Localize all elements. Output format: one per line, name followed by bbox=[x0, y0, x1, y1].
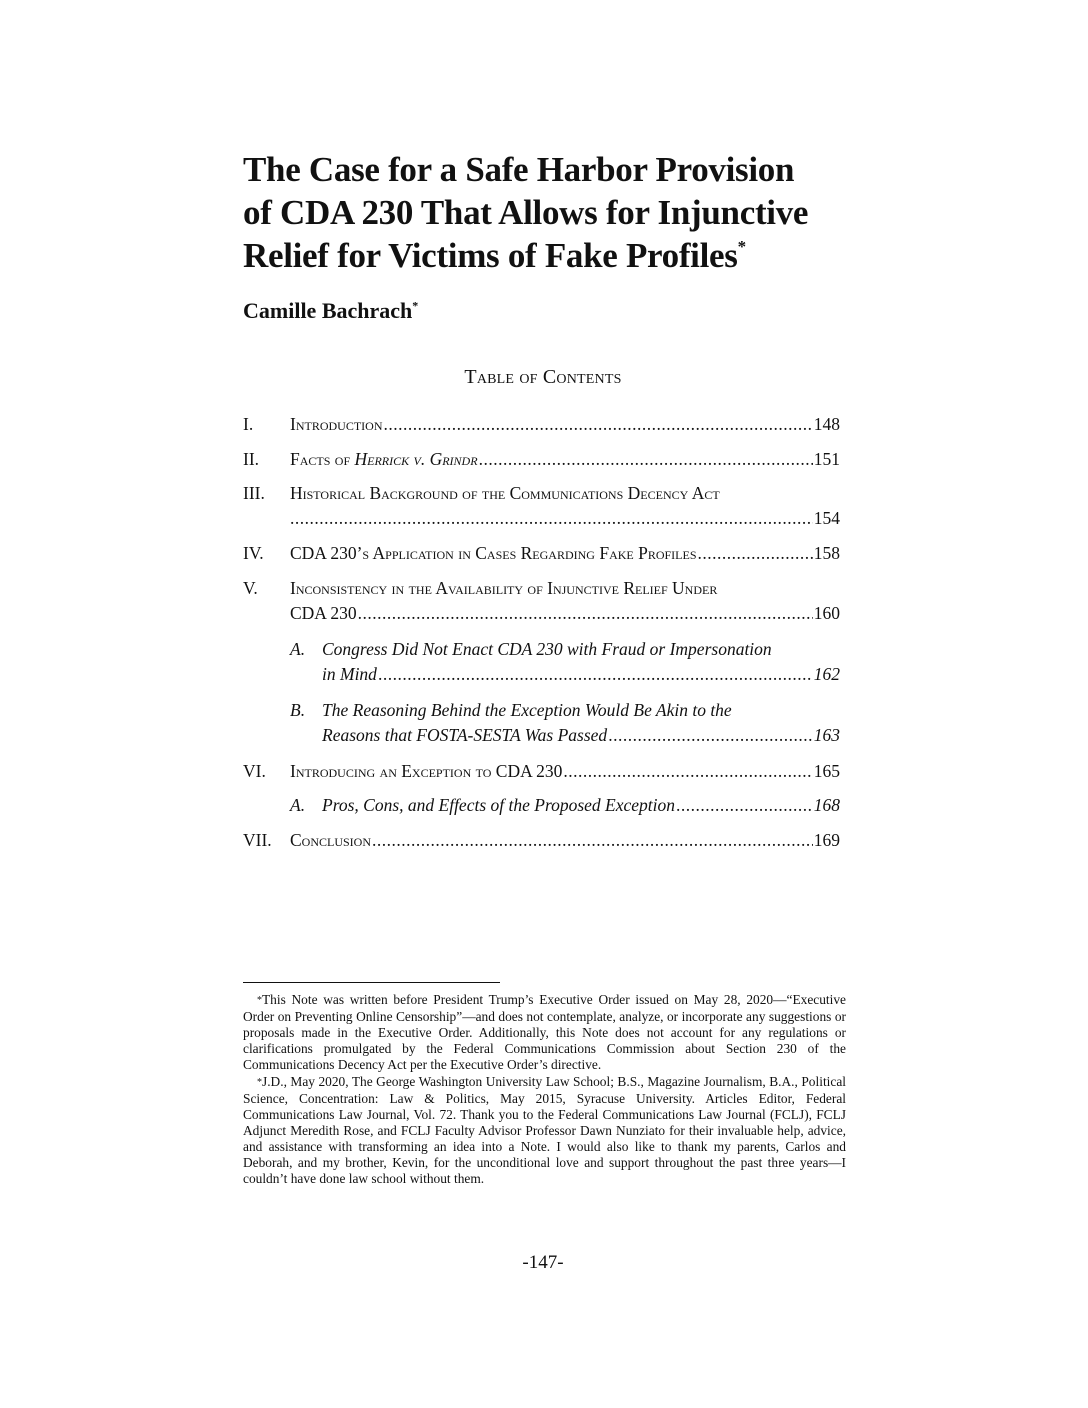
toc-subentry-title-cont: Reasons that FOSTA-SESTA Was Passed bbox=[322, 725, 608, 745]
toc-heading: Table of Contents bbox=[464, 366, 622, 388]
toc-entry-line bbox=[290, 793, 840, 818]
toc-entry-line bbox=[290, 723, 840, 748]
toc-entry-page: 158 bbox=[813, 543, 840, 563]
toc-entry-page: 162 bbox=[813, 664, 840, 684]
toc-leader-dots bbox=[358, 601, 813, 626]
toc-entry-number: I. bbox=[243, 414, 254, 434]
toc-entry-page: 151 bbox=[813, 449, 840, 469]
toc-subentry-letter: A. bbox=[290, 639, 306, 659]
toc-entry-line bbox=[290, 662, 840, 687]
toc-subentry-title: Pros, Cons, and Effects of the Proposed Exception bbox=[322, 795, 676, 815]
footnote bbox=[243, 1074, 846, 1187]
toc-entry-line bbox=[290, 698, 840, 723]
toc-entry-title: Historical Background of the Communications Decency Act bbox=[290, 483, 720, 503]
toc-subentry-title-cont: in Mind bbox=[322, 664, 377, 684]
toc-entry-number: VII. bbox=[243, 830, 272, 850]
author-name bbox=[243, 298, 418, 324]
toc-entry-number: IV. bbox=[243, 543, 264, 563]
toc-leader-dots bbox=[608, 723, 813, 748]
article-title bbox=[243, 148, 863, 277]
toc-entry-line bbox=[290, 481, 840, 506]
toc-entry-title-cont: CDA 230 bbox=[290, 603, 357, 623]
toc-entry-page: 148 bbox=[813, 414, 840, 434]
toc-entry-page: 168 bbox=[813, 795, 840, 815]
title-line-2: of CDA 230 That Allows for Injunctive bbox=[243, 193, 809, 232]
author-name-text: Camille Bachrach bbox=[243, 298, 413, 323]
toc-entry-line bbox=[290, 541, 840, 566]
toc-entry-page: 154 bbox=[813, 508, 840, 528]
footnote-text: J.D., May 2020, The George Washington University Law School; B.S., Magazine Journalism, B.A., Political Science, Concentration: Law & Politics, May 2015, Syracuse University. Articles Editor, Federal Communications Law Journal, Vol. 72. Thank you to the Federal Communications Law Journal (FCLJ), FCLJ Adjunct Meredith Rose, and FCLJ Faculty Advisor Professor Dawn Nunziato for their invaluable help, advice, and assistance with transforming an idea into a Note. I would also like to thank my parents, Carlos and Deborah, and my brother, Kevin, for the unconditional love and support throughout the past three years—I couldn’t have done law school without them. bbox=[243, 1074, 846, 1186]
toc-entry-line bbox=[290, 637, 840, 662]
toc-leader-dots bbox=[676, 793, 813, 818]
page-number: -147- bbox=[522, 1252, 564, 1273]
toc-entry-page: 165 bbox=[813, 761, 840, 781]
footnote bbox=[243, 992, 846, 1073]
toc-subentry-letter: B. bbox=[290, 700, 306, 720]
title-footnote-mark: * bbox=[737, 237, 746, 257]
author-footnote-mark: * bbox=[412, 298, 419, 313]
toc-leader-dots bbox=[563, 759, 812, 784]
toc-entry-line bbox=[290, 576, 840, 601]
toc-entry-page: 163 bbox=[813, 725, 840, 745]
toc-entry-title: Inconsistency in the Availability of Injunctive Relief Under bbox=[290, 578, 718, 598]
toc-subentry-title: The Reasoning Behind the Exception Would Be Akin to the bbox=[322, 700, 732, 720]
toc-leader-dots bbox=[378, 662, 813, 687]
toc-entry-title: Introduction bbox=[290, 414, 383, 434]
toc-entry-line bbox=[290, 828, 840, 853]
footnote-symbol: * bbox=[257, 995, 262, 1006]
footnote-text: This Note was written before President Trump’s Executive Order issued on May 28, 2020—“Executive Order on Preventing Online Censorship”—and does not contemplate, analyze, or incorporate any suggestions or proposals made in the Executive Order. Additionally, this Note does not account for any regulations or clarifications promulgated by the Federal Communications Commission about Section 230 of the Communications Decency Act per the Executive Order’s directive. bbox=[243, 992, 846, 1072]
toc-entry-line bbox=[290, 759, 840, 784]
toc-subentry-title: Congress Did Not Enact CDA 230 with Fraud or Impersonation bbox=[322, 639, 772, 659]
toc-entry-title: CDA 230’s Application in Cases Regarding Fake Profiles bbox=[290, 543, 697, 563]
toc-leader-dots bbox=[384, 412, 813, 437]
toc-entry-title: Facts of bbox=[290, 449, 355, 469]
toc-entry-line bbox=[290, 412, 840, 437]
toc-entry-page: 160 bbox=[813, 603, 840, 623]
toc-entry-number: V. bbox=[243, 578, 258, 598]
title-line-3 bbox=[243, 234, 863, 277]
toc-entry-number: VI. bbox=[243, 761, 266, 781]
footnote-divider bbox=[243, 982, 500, 983]
toc-leader-dots bbox=[698, 541, 813, 566]
toc-entry-page: 169 bbox=[813, 830, 840, 850]
toc-entry-title: Conclusion bbox=[290, 830, 372, 850]
toc-entry-number: III. bbox=[243, 483, 265, 503]
title-line-1: The Case for a Safe Harbor Provision bbox=[243, 150, 795, 189]
toc-leader-dots bbox=[479, 447, 813, 472]
toc-entry-title: Introducing an Exception to CDA 230 bbox=[290, 761, 563, 781]
toc-subentry-letter: A. bbox=[290, 795, 306, 815]
footnote-symbol: * bbox=[257, 1077, 262, 1088]
toc-entry-number: II. bbox=[243, 449, 260, 469]
toc-entry-title-case: Herrick v. Grindr bbox=[354, 449, 478, 469]
toc-leader-dots bbox=[372, 828, 813, 853]
toc-entry-line bbox=[290, 447, 840, 472]
toc-entry-line bbox=[290, 601, 840, 626]
toc-entry-line bbox=[290, 506, 840, 531]
footnotes bbox=[243, 992, 846, 1188]
title-line-3-text: Relief for Victims of Fake Profiles bbox=[243, 236, 738, 275]
toc-leader-dots bbox=[290, 506, 813, 531]
